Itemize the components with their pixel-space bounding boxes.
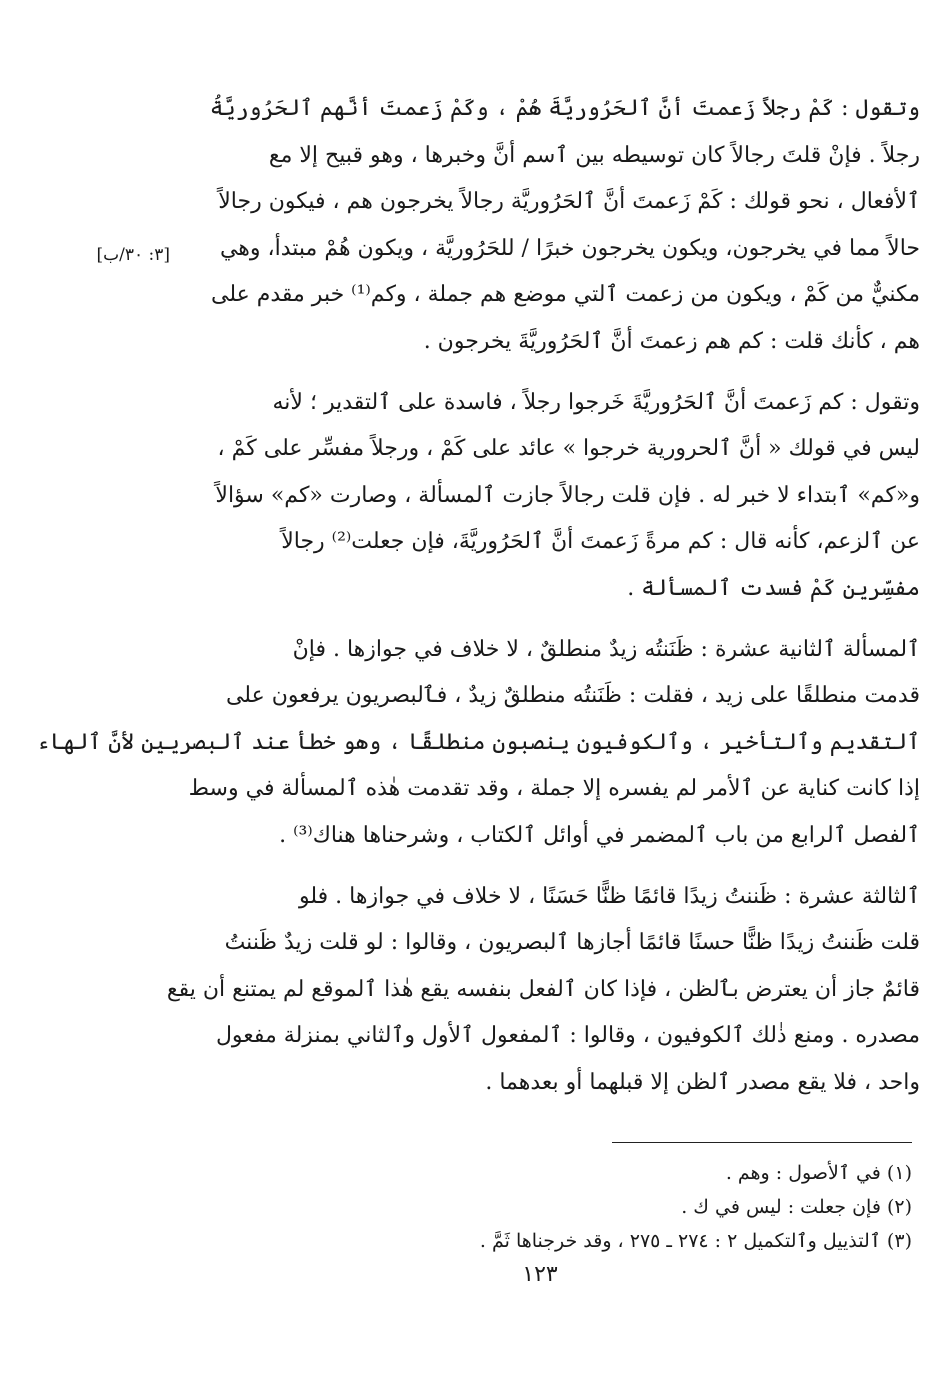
footnote-3: (٣) ٱلتذييل وٱلتكميل ٢ : ٢٧٤ ـ ٢٧٥ ، وقد خرجناها ثَمَّ .	[479, 1230, 912, 1252]
text-line: و«كم» ٱبتداء لا خبر له . فإن قلت رجالاً جازت ٱلمسألة ، وصارت «كم» سؤالاً	[215, 482, 920, 508]
text-line: هم ، كأنك قلت : كم هم زعمتَ أنَّ ٱلحَرُوريَّةَ يخرجون .	[423, 328, 920, 354]
text-line: قدمت منطلقًا على زيد ، فقلت : ظَنَنتُه منطلقٌ زيدٌ ، فٱلبصريون يرفعون على	[225, 683, 920, 709]
text-line: رجلاً . فإنْ قلتَ رجالاً كان توسيطه بين ٱسم أنَّ وخبرها ، وهو قبيح إلا مع	[268, 142, 920, 168]
text-line: وتقول : كَمْ رجلاً زَعمتَ أنَّ ٱلحَرُوريَّةَ هُمْ ، وكَمْ زَعمتَ أنَّهم ٱلحَرُوريَّةُ	[209, 96, 920, 121]
footnote-1: (١) في ٱلأصول : وهم .	[725, 1162, 912, 1184]
margin-manuscript-reference: [٣: ٣٠/ب]	[96, 245, 170, 265]
paragraph-1	[196, 86, 920, 366]
text-line: حالاً مما في يخرجون، ويكون يخرجون خبرًا / للحَرُوريَّة ، ويكون هُمْ مبتدأ، وهي	[219, 235, 920, 261]
text-line: مكنيٌّ من كَمْ ، ويكون من زعمت ٱلتي موضع هم جملة ، وكم⁽¹⁾ خبر مقدم على	[210, 282, 920, 308]
footnote-2: (٢) فإن جعلت : ليس في ك .	[681, 1196, 912, 1218]
text-line: ليس في قولك « أنَّ ٱلحرورية خرجوا » عائد على كَمْ ، ورجلاً مفسِّر على كَمْ ،	[217, 436, 920, 462]
text-line: قلت ظَننتُ زيدًا ظنًّا حسنًا قائمًا أجازها ٱلبصريون ، وقالوا : لو قلت زيدٌ ظَننتُ	[224, 930, 920, 956]
paragraph-4	[166, 874, 920, 1107]
text-line: عن ٱلزعم، كأنه قال : كم مرةً زَعمتَ أنَّ ٱلحَرُوريَّةَ، فإن جعلت⁽²⁾ رجالاً	[281, 529, 920, 555]
text-line: ٱلتقديم وٱلتأخير ، وٱلكوفيون ينصبون منطلقًا ، وهو خطأ عند ٱلبصريين لأنَّ ٱلهاء	[36, 729, 920, 755]
text-line: ٱلأفعال ، نحو قولك : كَمْ زَعمتَ أنَّ ٱلحَرُوريَّة رجالاً يخرجون هم ، فيكون رجالاً	[218, 189, 920, 215]
paragraph-3	[36, 627, 920, 860]
text-line: ٱلمسألة ٱلثانية عشرة : ظَنَنتُه زيدٌ منطلقٌ ، لا خلاف في جوازها . فإنْ	[292, 636, 920, 662]
text-line: واحد ، فلا يقع مصدر ٱلظن إلا قبلهما أو بعدهما .	[485, 1069, 920, 1095]
text-line: ٱلثالثة عشرة : ظَننتُ زيدًا قائمًا ظنًّا حَسَنًا ، لا خلاف في جوازها . فلو	[299, 883, 920, 909]
footnotes	[200, 1156, 912, 1258]
text-line: قائمٌ جاز أن يعترض بٱلظن ، فإذا كان ٱلفعل بنفسه يقع هٰذا ٱلموقع لم يمتنع أن يقع	[166, 976, 920, 1002]
footnote-separator	[612, 1142, 912, 1143]
text-line: مصدره . ومنع ذٰلك ٱلكوفيون ، وقالوا : ٱلمفعول ٱلأول وٱلثاني بمنزلة مفعول	[215, 1023, 920, 1049]
text-line: إذا كانت كناية عن ٱلأمر لم يفسره إلا جملة ، وقد تقدمت هٰذه ٱلمسألة في وسط	[188, 776, 920, 802]
paragraph-2	[196, 380, 920, 613]
text-line: وتقول : كم زَعمتَ أنَّ ٱلحَرُوريَّةَ خَرجوا رجلاً ، فاسدة على ٱلتقدير ؛ لأنه	[272, 389, 920, 415]
page-number: ١٢٣	[522, 1262, 558, 1287]
text-line: ٱلفصل ٱلرابع من باب ٱلمضمر في أوائل ٱلكتاب ، وشرحناها هناك⁽³⁾ .	[279, 822, 920, 848]
text-line: مفسِّرين كَمْ فسدت ٱلمسألة .	[627, 575, 920, 601]
